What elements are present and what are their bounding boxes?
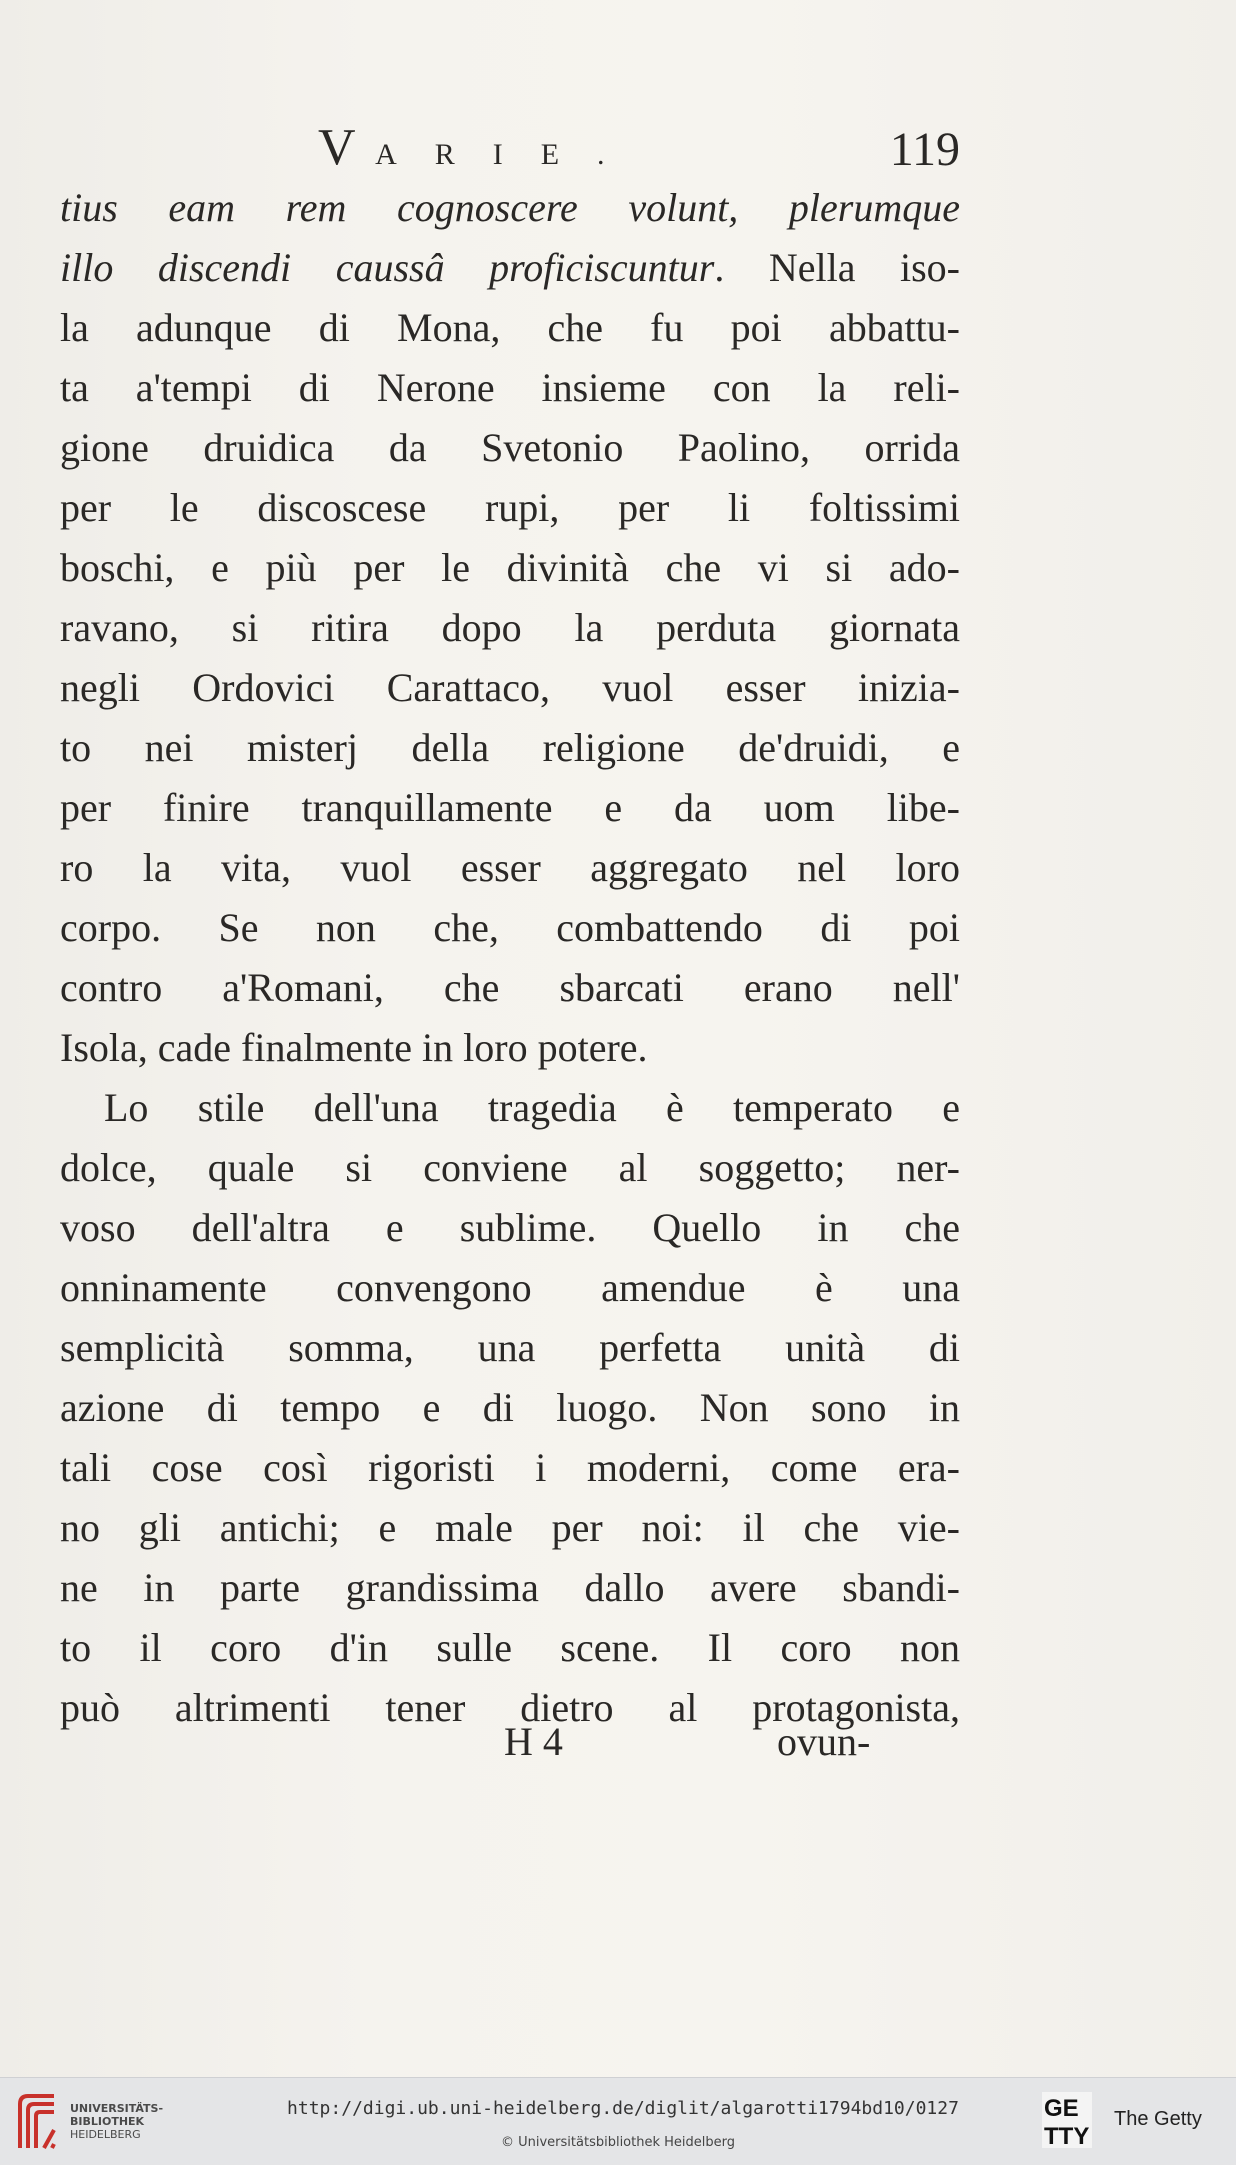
printer-signature: H 4 [504, 1719, 563, 1764]
svg-text:GE: GE [1044, 2095, 1079, 2122]
text-line: contro a'Romani, che sbarcati erano nell' [60, 965, 960, 1010]
page-header [60, 118, 960, 178]
text-line: boschi, e più per le divinità che vi si ado- [60, 545, 960, 590]
text-line: la adunque di Mona, che fu poi abbattu- [60, 305, 960, 350]
text-line: to il coro d'in sulle scene. Il coro non [60, 1625, 960, 1670]
text-line: ro la vita, vuol esser aggregato nel loro [60, 845, 960, 890]
library-name-line1: UNIVERSITÄTS- [70, 2102, 164, 2115]
text-line: to nei misterj della religione de'druidi, e [60, 725, 960, 770]
text-line: tali cose così rigoristi i moderni, come era- [60, 1445, 960, 1490]
running-title-initial: V [318, 119, 360, 176]
text-line: gione druidica da Svetonio Paolino, orrida [60, 425, 960, 470]
running-title [318, 118, 643, 177]
text-line: ravano, si ritira dopo la perduta giornata [60, 605, 960, 650]
text-line: onninamente convengono amendue è una [60, 1265, 960, 1310]
running-title-rest: ARIE. [375, 138, 643, 171]
text-line: può altrimenti tener dietro al protagonista, [60, 1685, 960, 1730]
text-line: semplicità somma, una perfetta unità di [60, 1325, 960, 1370]
sponsor-name: The Getty [1114, 2108, 1202, 2130]
page-number: 119 [889, 123, 960, 176]
text-line: tius eam rem cognoscere volunt, plerumque [60, 185, 960, 230]
text-line: no gli antichi; e male per noi: il che vie- [60, 1505, 960, 1550]
text-line-italic-part: illo discendi caussâ proficiscuntur [60, 245, 715, 290]
text-line: ta a'tempi di Nerone insieme con la reli- [60, 365, 960, 410]
permalink-text[interactable]: http://digi.ub.uni-heidelberg.de/diglit/algarotti1794bd10/0127 [287, 2098, 959, 2119]
text-line: negli Ordovici Carattaco, vuol esser inizia- [60, 665, 960, 710]
text-line: Lo stile dell'una tragedia è temperato e [104, 1085, 960, 1130]
catchword: ovun- [777, 1719, 871, 1764]
text-line: azione di tempo e di luogo. Non sono in [60, 1385, 960, 1430]
text-line-roman-part: . Nella iso- [714, 245, 960, 290]
text-line: per finire tranquillamente e da uom libe- [60, 785, 960, 830]
svg-text:TTY: TTY [1044, 2123, 1090, 2150]
getty-logo[interactable] [1040, 2090, 1230, 2152]
library-name-line2: BIBLIOTHEK [70, 2115, 145, 2128]
text-line: ne in parte grandissima dallo avere sbandi- [60, 1565, 960, 1610]
body-text [60, 178, 960, 1738]
text-line: voso dell'altra e sublime. Quello in che [60, 1205, 960, 1250]
text-line [60, 238, 960, 298]
text-line: corpo. Se non che, combattendo di poi [60, 905, 960, 950]
text-line: per le discoscese rupi, per li foltissimi [60, 485, 960, 530]
text-line: Isola, cade finalmente in loro potere. [60, 1025, 648, 1070]
copyright-notice: © Universitätsbibliothek Heidelberg [500, 2135, 735, 2150]
getty-mark-icon [1040, 2090, 1096, 2152]
library-name-line3: HEIDELBERG [70, 2128, 141, 2141]
viewer-footer [0, 2077, 1236, 2165]
text-line: dolce, quale si conviene al soggetto; ner- [60, 1145, 960, 1190]
signature-line [60, 1718, 960, 1778]
